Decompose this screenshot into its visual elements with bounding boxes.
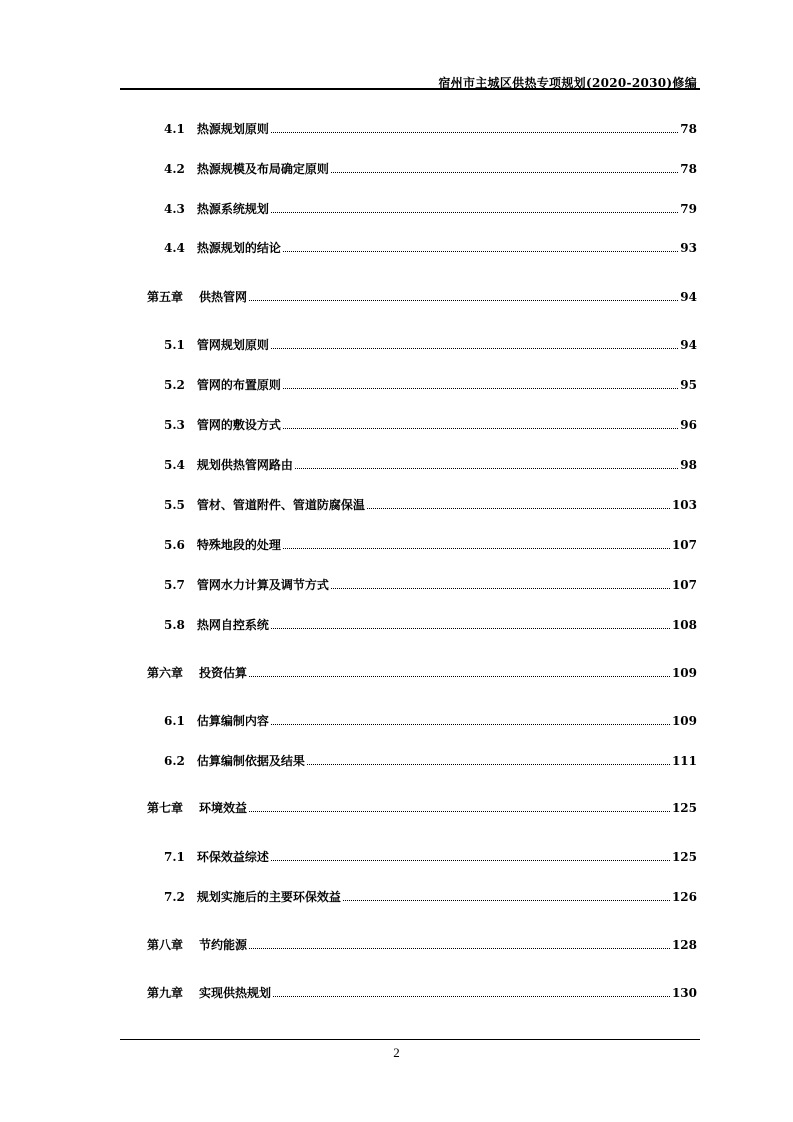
toc-chapter-number: 第九章 bbox=[147, 986, 184, 1000]
toc-entry-page: 125 bbox=[671, 801, 697, 815]
toc-entry-page: 78 bbox=[680, 122, 697, 136]
toc-chapter-title: 投资估算 bbox=[199, 666, 248, 680]
toc-entry-page: 93 bbox=[680, 241, 697, 255]
toc-entry-number: 6.2 bbox=[164, 754, 185, 768]
toc-entry-title: 热源规划的结论 bbox=[196, 241, 281, 255]
toc-dot-leader bbox=[295, 468, 678, 469]
toc-entry-title: 规划实施后的主要环保效益 bbox=[196, 890, 341, 904]
toc-entry-number: 5.3 bbox=[164, 418, 185, 432]
toc-dot-leader bbox=[331, 588, 670, 589]
toc-dot-leader bbox=[271, 132, 678, 133]
toc-entry-number: 5.1 bbox=[164, 338, 185, 352]
toc-entry[interactable] bbox=[164, 713, 697, 729]
toc-entry-title: 热网自控系统 bbox=[196, 618, 269, 632]
toc-dot-leader bbox=[271, 212, 678, 213]
toc-chapter-number: 第六章 bbox=[147, 666, 184, 680]
toc-entry[interactable] bbox=[164, 849, 697, 865]
toc-entry-title: 管网的布置原则 bbox=[196, 378, 281, 392]
toc-entry-title: 热源规模及布局确定原则 bbox=[196, 162, 329, 176]
toc-dot-leader bbox=[283, 251, 678, 252]
toc-entry-page: 79 bbox=[680, 202, 697, 216]
toc-entry[interactable] bbox=[164, 240, 697, 256]
page-header-title: 宿州市主城区供热专项规划(2020-2030)修编 bbox=[438, 76, 697, 90]
toc-entry-number: 5.7 bbox=[164, 578, 185, 592]
toc-chapter-title: 节约能源 bbox=[199, 938, 248, 952]
toc-dot-leader bbox=[283, 548, 670, 549]
toc-entry-number: 5.4 bbox=[164, 458, 185, 472]
toc-entry-page: 107 bbox=[671, 578, 697, 592]
toc-entry-title: 管网的敷设方式 bbox=[196, 418, 281, 432]
toc-entry[interactable] bbox=[164, 889, 697, 905]
toc-entry[interactable] bbox=[164, 577, 697, 593]
toc-chapter-title: 实现供热规划 bbox=[199, 986, 272, 1000]
toc-entry-title: 规划供热管网路由 bbox=[196, 458, 293, 472]
toc-entry-number: 4.1 bbox=[164, 122, 185, 136]
toc-dot-leader bbox=[271, 348, 678, 349]
toc-entry-page: 126 bbox=[671, 890, 697, 904]
toc-entry-page: 128 bbox=[671, 938, 697, 952]
toc-entry-number: 5.5 bbox=[164, 498, 185, 512]
toc-entry-page: 109 bbox=[671, 714, 697, 728]
toc-entry[interactable] bbox=[164, 337, 697, 353]
toc-entry-page: 111 bbox=[671, 754, 697, 768]
toc-chapter-entry[interactable] bbox=[147, 985, 697, 1001]
toc-dot-leader bbox=[367, 508, 670, 509]
toc-entry-title: 环保效益综述 bbox=[196, 850, 269, 864]
toc-chapter-number: 第七章 bbox=[147, 801, 184, 815]
toc-dot-leader bbox=[271, 724, 670, 725]
toc-entry-title: 管网规划原则 bbox=[196, 338, 269, 352]
toc-entry-title: 估算编制依据及结果 bbox=[196, 754, 305, 768]
toc-entry-page: 98 bbox=[680, 458, 697, 472]
toc-dot-leader bbox=[307, 764, 670, 765]
page-number: 2 bbox=[393, 1045, 400, 1060]
toc-entry-number: 4.4 bbox=[164, 241, 185, 255]
toc-chapter-title: 环境效益 bbox=[199, 801, 248, 815]
toc-entry-number: 4.2 bbox=[164, 162, 185, 176]
toc-dot-leader bbox=[283, 428, 678, 429]
toc-chapter-entry[interactable] bbox=[147, 937, 697, 953]
toc-entry[interactable] bbox=[164, 161, 697, 177]
toc-chapter-number: 第八章 bbox=[147, 938, 184, 952]
toc-entry-number: 6.1 bbox=[164, 714, 185, 728]
toc-chapter-entry[interactable] bbox=[147, 800, 697, 816]
toc-dot-leader bbox=[331, 172, 678, 173]
toc-entry-page: 130 bbox=[671, 986, 697, 1000]
toc-entry-page: 107 bbox=[671, 538, 697, 552]
toc-chapter-number: 第五章 bbox=[147, 290, 184, 304]
toc-entry[interactable] bbox=[164, 617, 697, 633]
toc-entry-number: 5.2 bbox=[164, 378, 185, 392]
toc-entry-title: 热源系统规划 bbox=[196, 202, 269, 216]
toc-dot-leader bbox=[271, 860, 670, 861]
toc-entry-page: 96 bbox=[680, 418, 697, 432]
toc-dot-leader bbox=[283, 388, 678, 389]
toc-chapter-title: 供热管网 bbox=[199, 290, 248, 304]
toc-entry[interactable] bbox=[164, 377, 697, 393]
toc-entry-number: 5.8 bbox=[164, 618, 185, 632]
toc-entry-page: 109 bbox=[671, 666, 697, 680]
toc-chapter-entry[interactable] bbox=[147, 289, 697, 305]
toc-entry[interactable] bbox=[164, 457, 697, 473]
toc-entry[interactable] bbox=[164, 201, 697, 217]
toc-entry-title: 管材、管道附件、管道防腐保温 bbox=[196, 498, 365, 512]
toc-dot-leader bbox=[249, 811, 670, 812]
toc-entry-page: 103 bbox=[671, 498, 697, 512]
toc-chapter-entry[interactable] bbox=[147, 665, 697, 681]
toc-dot-leader bbox=[249, 676, 670, 677]
toc-entry[interactable] bbox=[164, 753, 697, 769]
toc-entry-page: 125 bbox=[671, 850, 697, 864]
toc-entry-page: 94 bbox=[680, 290, 697, 304]
toc-entry-number: 4.3 bbox=[164, 202, 185, 216]
toc-entry-title: 管网水力计算及调节方式 bbox=[196, 578, 329, 592]
toc-entry-page: 94 bbox=[680, 338, 697, 352]
toc-entry-number: 5.6 bbox=[164, 538, 185, 552]
footer-rule bbox=[120, 1039, 700, 1040]
toc-dot-leader bbox=[249, 300, 678, 301]
toc-entry[interactable] bbox=[164, 537, 697, 553]
toc-entry[interactable] bbox=[164, 121, 697, 137]
toc-entry-page: 78 bbox=[680, 162, 697, 176]
toc-entry-title: 热源规划原则 bbox=[196, 122, 269, 136]
toc-entry-title: 估算编制内容 bbox=[196, 714, 269, 728]
toc-entry-title: 特殊地段的处理 bbox=[196, 538, 281, 552]
toc-entry-number: 7.1 bbox=[164, 850, 185, 864]
toc-dot-leader bbox=[271, 628, 670, 629]
toc-dot-leader bbox=[343, 900, 670, 901]
toc-entry-page: 95 bbox=[680, 378, 697, 392]
toc-dot-leader bbox=[273, 996, 670, 997]
toc-entry-page: 108 bbox=[671, 618, 697, 632]
toc-entry[interactable] bbox=[164, 417, 697, 433]
toc-entry-number: 7.2 bbox=[164, 890, 185, 904]
toc-entry[interactable] bbox=[164, 497, 697, 513]
toc-dot-leader bbox=[249, 948, 670, 949]
